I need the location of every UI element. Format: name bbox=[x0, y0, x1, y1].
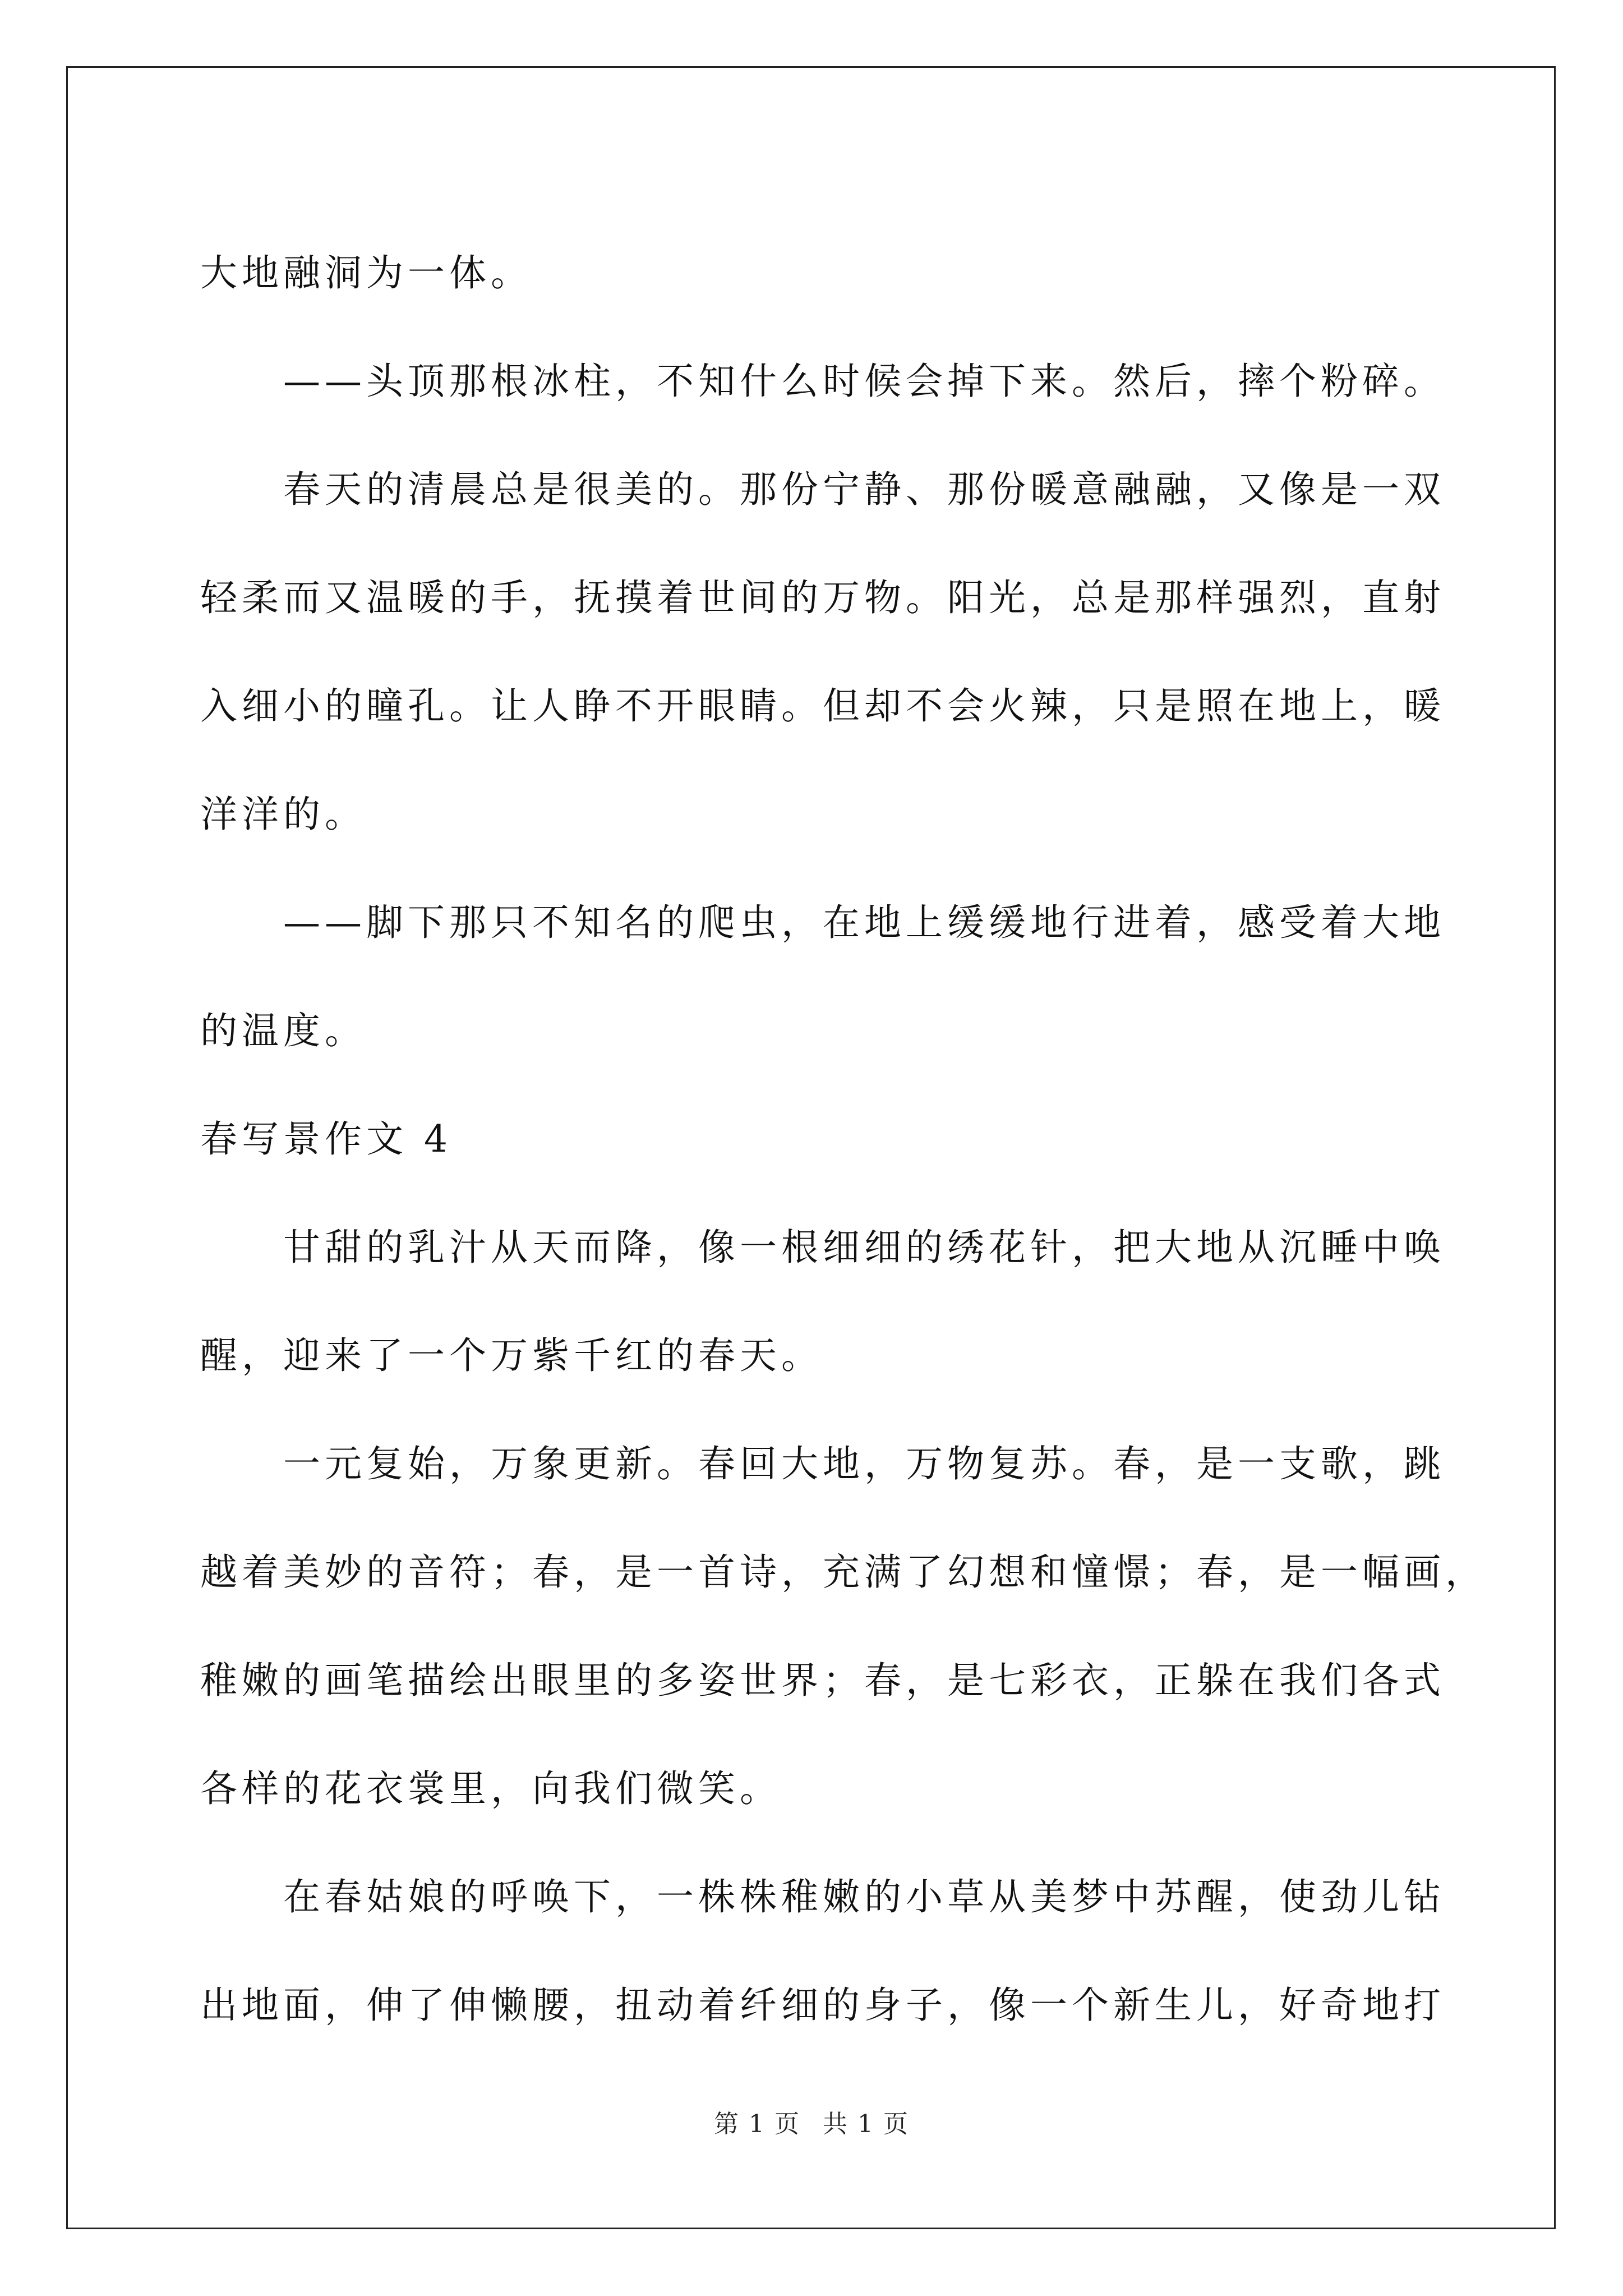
text-line: 各样的花衣裳里，向我们微笑。 bbox=[200, 1767, 781, 1810]
page-number: 第 1 页 bbox=[714, 2110, 800, 2138]
text-line: 醒，迎来了一个万紫千红的春天。 bbox=[200, 1334, 823, 1377]
text-line: 出地面，伸了伸懒腰，扭动着纤细的身子，像一个新生儿，好奇地打 bbox=[200, 1984, 1445, 2027]
text-line: 稚嫩的画笔描绘出眼里的多姿世界；春，是七彩衣，正躲在我们各式 bbox=[200, 1659, 1445, 1702]
text-line: 入细小的瞳孔。让人睁不开眼睛。但却不会火辣，只是照在地上，暖 bbox=[200, 684, 1445, 728]
page-footer bbox=[0, 2104, 1623, 2139]
text-line: 甘甜的乳汁从天而降，像一根细细的绣花针，把大地从沉睡中唤 bbox=[283, 1226, 1445, 1269]
text-line: 一元复始，万象更新。春回大地，万物复苏。春，是一支歌，跳 bbox=[283, 1442, 1445, 1485]
section-heading: 春写景作文 4 bbox=[200, 1117, 452, 1161]
document-body bbox=[200, 219, 1487, 2059]
text-line: 春天的清晨总是很美的。那份宁静、那份暖意融融，又像是一双 bbox=[283, 468, 1445, 511]
text-line: 的温度。 bbox=[200, 1009, 366, 1052]
page-total: 共 1 页 bbox=[823, 2110, 909, 2138]
text-line: 轻柔而又温暖的手，抚摸着世间的万物。阳光，总是那样强烈，直射 bbox=[200, 576, 1445, 619]
text-line: 洋洋的。 bbox=[200, 793, 366, 836]
text-line: 大地融洞为一体。 bbox=[200, 251, 532, 295]
text-line: ——脚下那只不知名的爬虫，在地上缓缓地行进着，感受着大地 bbox=[283, 901, 1445, 944]
text-line: 越着美妙的音符；春，是一首诗，充满了幻想和憧憬；春，是一幅画， bbox=[200, 1550, 1487, 1594]
text-line: 在春姑娘的呼唤下，一株株稚嫩的小草从美梦中苏醒，使劲儿钻 bbox=[283, 1875, 1445, 1918]
text-line: ——头顶那根冰柱，不知什么时候会掉下来。然后，摔个粉碎。 bbox=[283, 360, 1445, 403]
